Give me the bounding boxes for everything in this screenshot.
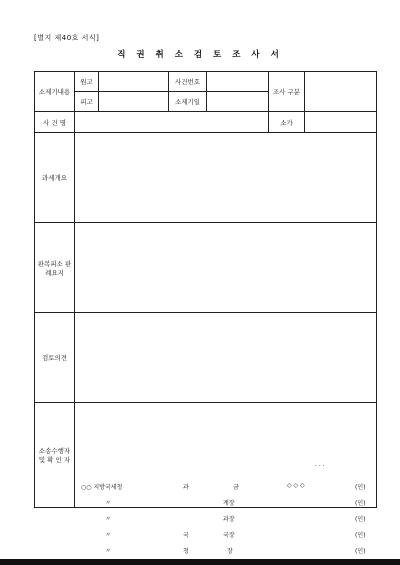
signer-row-5-seal[interactable]: (인) <box>355 548 366 555</box>
signer-row-1-seal[interactable]: (인) <box>355 484 366 491</box>
signer-label: 소송수행자 및 확 인 자 <box>35 403 75 508</box>
case-number-label: 사건번호 <box>169 72 207 92</box>
case-number-field[interactable] <box>207 72 269 92</box>
case-name-label: 사 건 명 <box>35 112 75 133</box>
bottom-rule <box>0 559 400 565</box>
date-dots: . . . <box>315 461 325 468</box>
signer-row-5-mark: 〃 <box>105 548 112 555</box>
signer-row-3-pos2: 과장 <box>223 516 235 523</box>
signer-row-4-mark: 〃 <box>105 532 112 539</box>
tax-overview-label: 과세개요 <box>35 133 75 223</box>
case-name-field[interactable] <box>75 112 269 133</box>
survey-type-label: 조사 구분 <box>269 72 305 112</box>
defendant-field[interactable] <box>99 92 169 112</box>
signer-row-3-mark: 〃 <box>105 516 112 523</box>
plaintiff-field[interactable] <box>99 72 169 92</box>
signer-row-1-circles: ◇ ◇ ◇ <box>287 482 305 489</box>
signer-row-5-pos1: 청 <box>183 548 189 555</box>
filing-date-field[interactable] <box>207 92 269 112</box>
suit-value-field[interactable] <box>305 112 377 133</box>
signer-row-2-seal[interactable]: (인) <box>355 500 366 507</box>
form-title: 직 권 취 소 검 토 조 사 서 <box>117 50 283 60</box>
signer-row-4-pos2: 국장 <box>223 532 235 539</box>
signer-row-1-pos2: 금 <box>233 484 239 491</box>
signer-row-2-mark: 〃 <box>105 500 112 507</box>
signer-row-2-pos2: 계장 <box>223 500 235 507</box>
signature-block <box>75 403 377 555</box>
office-name: ○○ 지방국세청 <box>81 484 123 491</box>
tax-overview-field[interactable] <box>75 133 377 223</box>
review-opinion-field[interactable] <box>75 313 377 403</box>
signer-row-5-pos2: 장 <box>227 548 233 555</box>
filing-content-label: 소제기내용 <box>35 72 75 112</box>
signer-row-4-seal[interactable]: (인) <box>355 532 366 539</box>
signer-row-3-seal[interactable]: (인) <box>355 516 366 523</box>
signer-row-1-pos1: 과 <box>183 484 189 491</box>
signer-row-4-pos1: 국 <box>183 532 189 539</box>
review-form-table <box>34 71 377 555</box>
survey-type-field[interactable] <box>305 72 377 112</box>
ruling-summary-label: 판복피소 판례요지 <box>35 223 75 313</box>
form-number: [별지 제40호 서식] <box>34 34 100 42</box>
plaintiff-label: 원고 <box>75 72 99 92</box>
ruling-summary-field[interactable] <box>75 223 377 313</box>
review-opinion-label: 검토의견 <box>35 313 75 403</box>
filing-date-label: 소제기일 <box>169 92 207 112</box>
defendant-label: 피고 <box>75 92 99 112</box>
suit-value-label: 소가 <box>269 112 305 133</box>
